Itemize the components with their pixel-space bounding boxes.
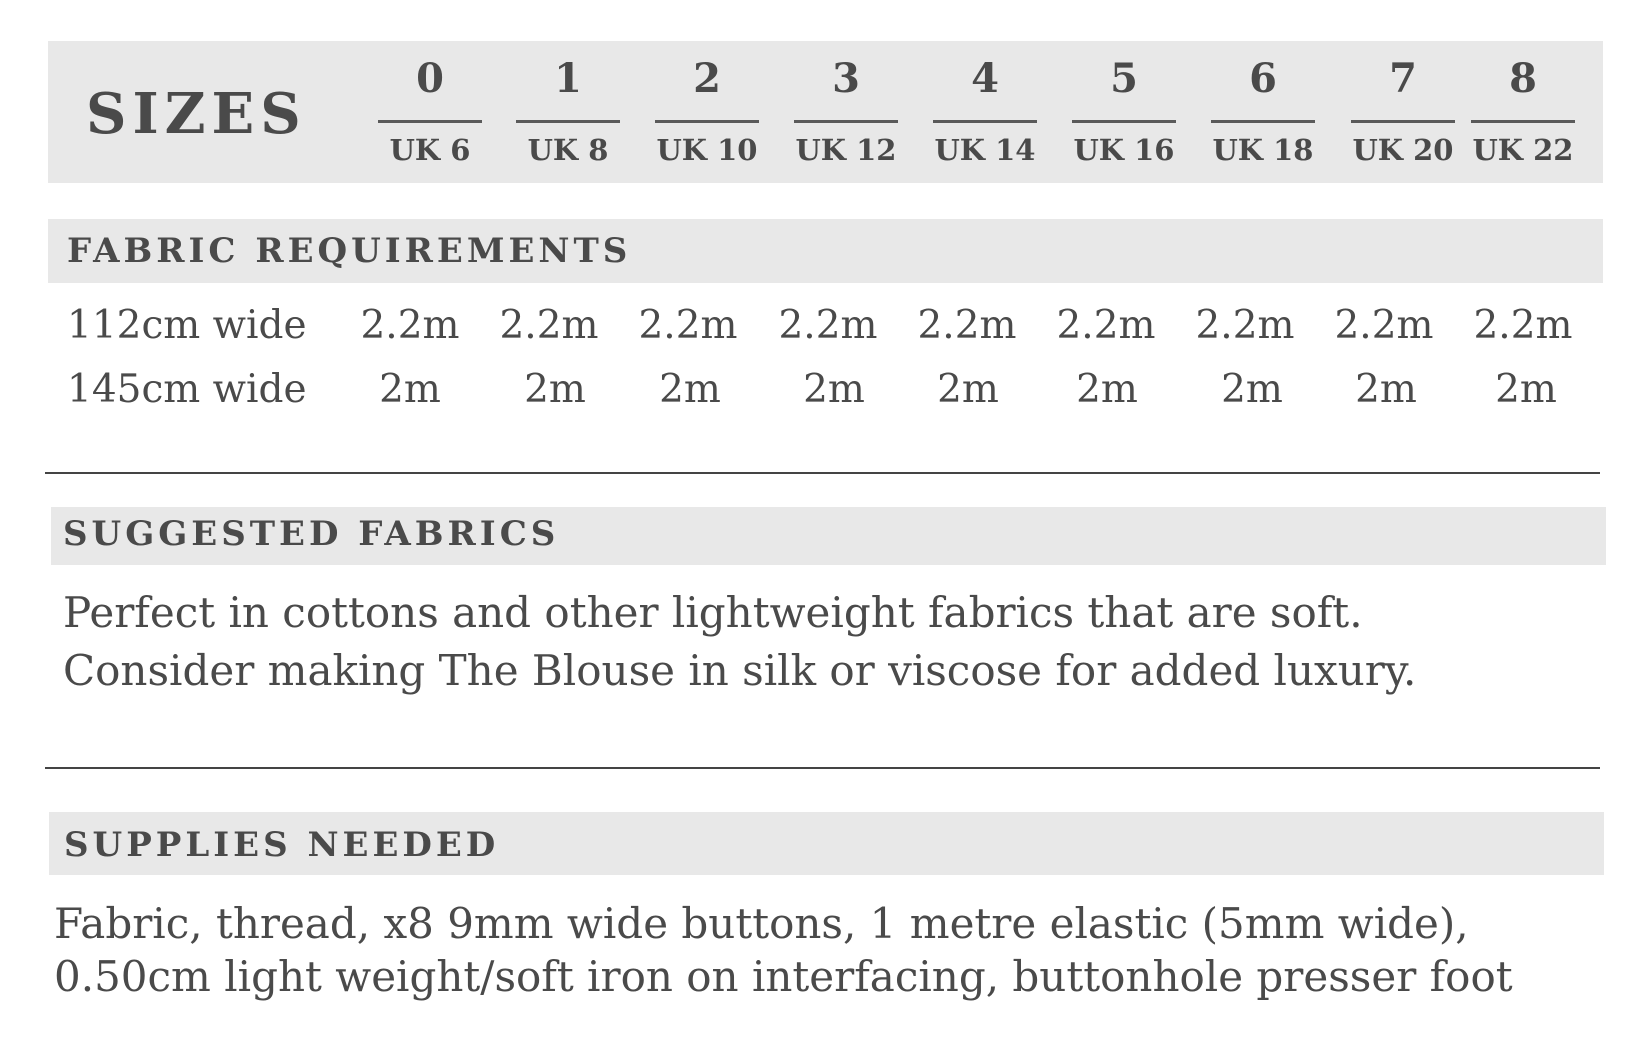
size-rule bbox=[655, 120, 759, 123]
size-number: 4 bbox=[971, 55, 999, 102]
fabric-value: 2m bbox=[937, 367, 999, 412]
size-number: 5 bbox=[1110, 55, 1138, 102]
size-uk-label: UK 12 bbox=[795, 133, 897, 167]
size-number: 8 bbox=[1509, 55, 1537, 102]
fabric-value: 2.2m bbox=[499, 303, 599, 348]
size-rule bbox=[933, 120, 1037, 123]
fabric-value: 2m bbox=[803, 367, 865, 412]
fabric-requirements-title: FABRIC REQUIREMENTS bbox=[67, 231, 632, 271]
size-column-3 bbox=[794, 52, 898, 174]
size-number: 0 bbox=[416, 55, 444, 102]
size-rule bbox=[1471, 120, 1575, 123]
fabric-row-label: 145cm wide bbox=[67, 367, 307, 412]
fabric-value: 2m bbox=[659, 367, 721, 412]
size-uk-label: UK 10 bbox=[656, 133, 758, 167]
suggested-fabrics-line: Perfect in cottons and other lightweight fabrics that are soft. bbox=[63, 588, 1363, 637]
size-rule bbox=[516, 120, 620, 123]
fabric-value: 2m bbox=[1076, 367, 1138, 412]
fabric-value: 2m bbox=[1221, 367, 1283, 412]
size-rule bbox=[378, 120, 482, 123]
size-column-0 bbox=[378, 52, 482, 174]
size-uk-label: UK 22 bbox=[1472, 133, 1574, 167]
size-column-1 bbox=[516, 52, 620, 174]
size-uk-label: UK 6 bbox=[389, 133, 471, 167]
fabric-value: 2.2m bbox=[638, 303, 738, 348]
size-number: 3 bbox=[832, 55, 860, 102]
fabric-value: 2.2m bbox=[1473, 303, 1573, 348]
size-rule bbox=[1211, 120, 1315, 123]
size-uk-label: UK 18 bbox=[1212, 133, 1314, 167]
size-number: 2 bbox=[693, 55, 721, 102]
supplies-needed-title: SUPPLIES NEEDED bbox=[64, 825, 500, 865]
sizes-title: SIZES bbox=[86, 81, 307, 147]
fabric-value: 2.2m bbox=[1195, 303, 1295, 348]
size-number: 7 bbox=[1389, 55, 1417, 102]
fabric-value: 2.2m bbox=[917, 303, 1017, 348]
size-rule bbox=[794, 120, 898, 123]
size-uk-label: UK 20 bbox=[1352, 133, 1454, 167]
fabric-value: 2.2m bbox=[778, 303, 878, 348]
fabric-value: 2m bbox=[1355, 367, 1417, 412]
fabric-value: 2.2m bbox=[1334, 303, 1434, 348]
size-column-7 bbox=[1351, 52, 1455, 174]
supplies-needed-line: 0.50cm light weight/soft iron on interfacing, buttonhole presser foot bbox=[54, 952, 1513, 1001]
fabric-value: 2m bbox=[524, 367, 586, 412]
size-column-8 bbox=[1471, 52, 1575, 174]
size-rule bbox=[1072, 120, 1176, 123]
section-divider bbox=[45, 472, 1600, 474]
fabric-value: 2.2m bbox=[360, 303, 460, 348]
size-uk-label: UK 8 bbox=[527, 133, 609, 167]
fabric-row-label: 112cm wide bbox=[67, 303, 307, 348]
size-number: 1 bbox=[554, 55, 582, 102]
fabric-value: 2m bbox=[379, 367, 441, 412]
size-column-2 bbox=[655, 52, 759, 174]
size-number: 6 bbox=[1249, 55, 1277, 102]
suggested-fabrics-title: SUGGESTED FABRICS bbox=[63, 514, 560, 554]
fabric-value: 2.2m bbox=[1056, 303, 1156, 348]
supplies-needed-line: Fabric, thread, x8 9mm wide buttons, 1 metre elastic (5mm wide), bbox=[54, 899, 1469, 948]
fabric-value: 2m bbox=[1495, 367, 1557, 412]
size-column-4 bbox=[933, 52, 1037, 174]
size-uk-label: UK 14 bbox=[934, 133, 1036, 167]
size-column-6 bbox=[1211, 52, 1315, 174]
size-column-5 bbox=[1072, 52, 1176, 174]
size-rule bbox=[1351, 120, 1455, 123]
suggested-fabrics-line: Consider making The Blouse in silk or viscose for added luxury. bbox=[63, 646, 1417, 695]
size-uk-label: UK 16 bbox=[1073, 133, 1175, 167]
section-divider bbox=[45, 767, 1600, 769]
